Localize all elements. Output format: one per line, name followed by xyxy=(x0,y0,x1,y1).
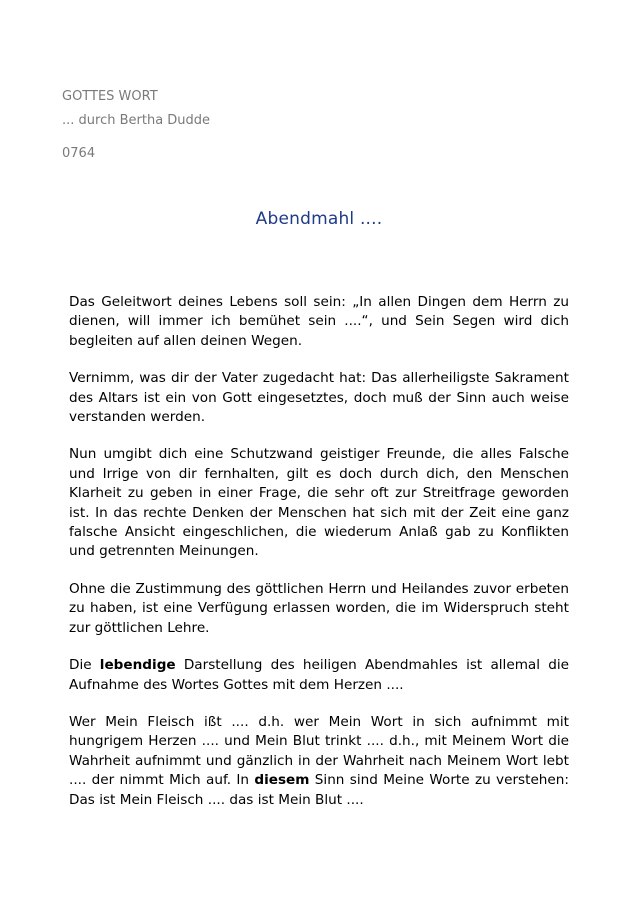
paragraph-5-emphasis: lebendige xyxy=(99,657,176,674)
paragraph-3: Nun umgibt dich eine Schutzwand geistiger Freunde, die alles Falsche und Irrige von dir fernhalten, gilt es doch durch dich, den Menschen Klarheit zu geben in einer Frage, die sehr oft zur Streitfrage geworden ist. In das rechte Denken der Menschen hat sich mit der Zeit eine ganz falsche Ansicht eingeschlichen, die wiederum Anlaß gab zu Konflikten und getrennten Meinungen. xyxy=(69,446,569,560)
paragraph-5-post: Darstellung des heiligen Abendmahles ist allemal die Aufnahme des Wortes Gottes mit dem Herzen .... xyxy=(69,657,569,693)
paragraph-6-emphasis: diesem xyxy=(254,772,310,789)
document-header xyxy=(62,88,210,163)
paragraph-6 xyxy=(69,713,569,810)
paragraph-6-post: Sinn sind Meine Worte zu verstehen: Das ist Mein Fleisch .... das ist Mein Blut .... xyxy=(69,772,569,808)
paragraph-5-pre: Die xyxy=(69,657,100,674)
paragraph-6-pre: Wer Mein Fleisch ißt .... d.h. wer Mein Wort in sich aufnimmt mit hungrigem Herzen .... und Mein Blut trinkt .... d.h., mit Meinem Wort die Wahrheit aufnimmt und gänzlich in der Wahrheit nach Meinem Wort lebt .... der nimmt Mich auf. In xyxy=(69,713,569,789)
document-title: Abendmahl .... xyxy=(255,209,383,229)
paragraph-2: Vernimm, was dir der Vater zugedacht hat: Das allerheiligste Sakrament des Altars ist ein von Gott eingesetztes, doch muß der Sinn auch weise verstanden werden. xyxy=(69,370,569,426)
paragraph-4: Ohne die Zustimmung des göttlichen Herrn und Heilandes zuvor erbeten zu haben, ist eine Verfügung erlassen worden, die im Widerspruch steht zur göttlichen Lehre. xyxy=(69,580,569,636)
paragraph-1: Das Geleitwort deines Lebens soll sein: „In allen Dingen dem Herrn zu dienen, will immer ich bemühet sein ....“, und Sein Segen wird dich begleiten auf allen deinen Wegen. xyxy=(69,294,569,349)
paragraph-5 xyxy=(69,656,569,695)
document-body xyxy=(69,293,569,828)
author-label: ... durch Bertha Dudde xyxy=(62,113,211,128)
source-label: GOTTES WORT xyxy=(62,89,158,104)
document-number: 0764 xyxy=(62,146,96,161)
